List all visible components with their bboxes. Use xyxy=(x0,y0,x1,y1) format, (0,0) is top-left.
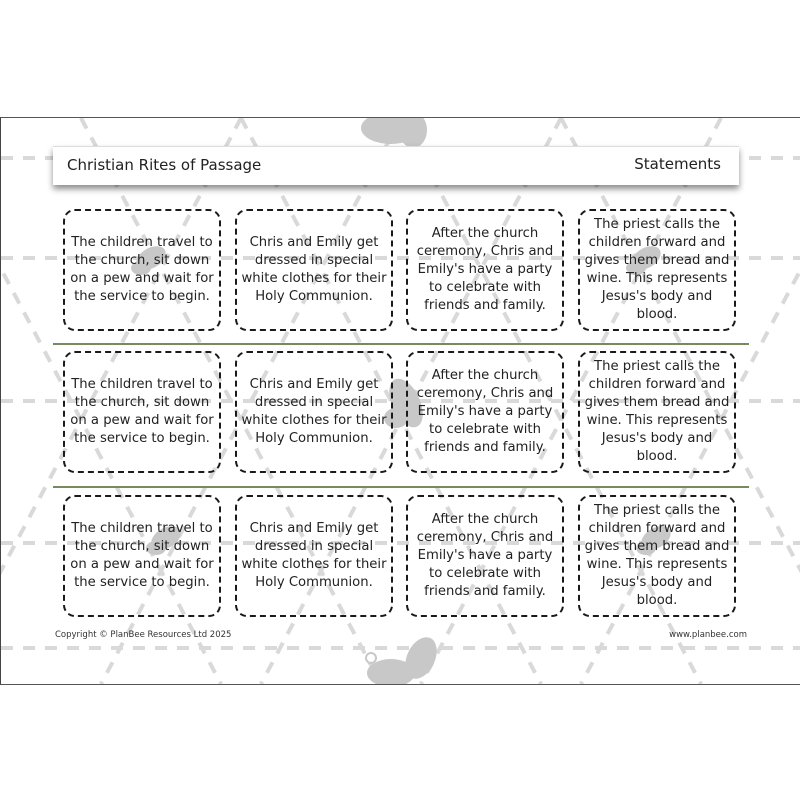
copyright-text: Copyright © PlanBee Resources Ltd 2025 xyxy=(55,630,232,640)
divider xyxy=(53,343,749,345)
statement-text: The children travel to the church, sit down on a pew and wait for the service to begin. xyxy=(70,377,214,446)
statement-text: Chris and Emily get dressed in special white clothes for their Holy Communion. xyxy=(241,235,387,304)
statement-card xyxy=(578,209,736,331)
statement-text: The children travel to the church, sit down on a pew and wait for the service to begin. xyxy=(70,521,214,590)
statement-text: Chris and Emily get dressed in special white clothes for their Holy Communion. xyxy=(241,521,387,590)
statement-text: After the church ceremony, Chris and Emily's have a party to celebrate with friends and family. xyxy=(416,368,554,455)
statement-card xyxy=(406,495,564,617)
statement-card xyxy=(63,351,221,473)
statement-card xyxy=(63,209,221,331)
website-link[interactable]: www.planbee.com xyxy=(669,630,747,640)
statement-card xyxy=(63,495,221,617)
statement-text: Chris and Emily get dressed in special white clothes for their Holy Communion. xyxy=(241,377,387,446)
worksheet-page xyxy=(0,117,800,685)
bee-icon xyxy=(361,118,427,148)
statement-card xyxy=(406,351,564,473)
statement-text: After the church ceremony, Chris and Emily's have a party to celebrate with friends and family. xyxy=(416,512,554,599)
statement-card xyxy=(406,209,564,331)
statement-text: The priest calls the children forward and gives them bread and wine. This represents Jesus's body and blood. xyxy=(584,359,730,464)
statement-card xyxy=(578,495,736,617)
statement-card xyxy=(235,351,393,473)
section-label: Statements xyxy=(634,155,721,173)
statement-text: After the church ceremony, Chris and Emily's have a party to celebrate with friends and family. xyxy=(416,226,554,313)
statement-card xyxy=(235,495,393,617)
statement-card xyxy=(578,351,736,473)
statement-text: The priest calls the children forward and gives them bread and wine. This represents Jesus's body and blood. xyxy=(584,503,730,608)
statement-card xyxy=(235,209,393,331)
statement-text: The priest calls the children forward and gives them bread and wine. This represents Jesus's body and blood. xyxy=(584,217,730,322)
header-bar xyxy=(53,146,739,185)
page-title: Christian Rites of Passage xyxy=(67,156,262,174)
statement-text: The children travel to the church, sit down on a pew and wait for the service to begin. xyxy=(70,235,214,304)
divider xyxy=(53,486,749,488)
